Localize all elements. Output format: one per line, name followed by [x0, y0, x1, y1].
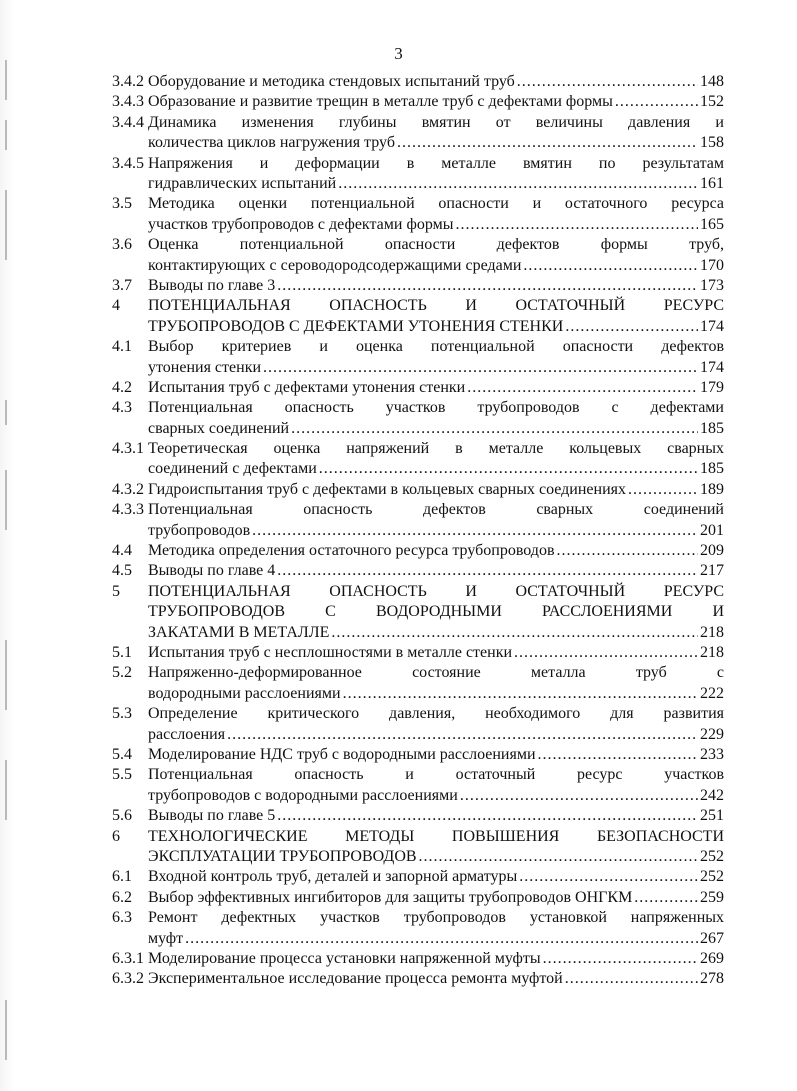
dot-leader — [263, 358, 698, 378]
toc-entry[interactable] — [112, 949, 724, 969]
toc-entry-page: 269 — [700, 949, 724, 967]
toc-entry[interactable] — [112, 827, 724, 868]
dot-leader — [543, 949, 698, 969]
dot-leader — [460, 786, 698, 806]
toc-entry-title: водородными расслоениями — [148, 684, 341, 702]
toc-entry[interactable] — [112, 113, 724, 154]
page-number: 3 — [394, 44, 403, 63]
dot-leader — [634, 888, 698, 908]
toc-entry-title: Выводы по главе 4 — [148, 562, 276, 580]
toc-entry-page: 252 — [700, 868, 724, 886]
toc-entry-page: 217 — [700, 562, 724, 580]
toc-entry-page: 218 — [700, 623, 724, 641]
toc-entry[interactable] — [112, 561, 724, 581]
toc-entry-title: Испытания труб с дефектами утонения стенки — [148, 378, 466, 396]
toc-entry-number: 6.2 — [112, 888, 132, 906]
toc-entry-title: Испытания труб с несплошностями в металле стенки — [148, 644, 513, 662]
toc-entry-title: ПОТЕНЦИАЛЬНАЯ ОПАСНОСТЬ И ОСТАТОЧНЫЙ РЕСУРС — [148, 582, 724, 600]
toc-entry-page: 158 — [700, 134, 724, 152]
toc-entry[interactable] — [112, 643, 724, 663]
dot-leader — [291, 419, 698, 439]
toc-entry-number: 3.4.2 — [112, 73, 144, 90]
toc-entry[interactable] — [112, 663, 724, 704]
toc-entry-title: сварных соединений — [148, 419, 290, 437]
toc-entry[interactable] — [112, 276, 724, 296]
dot-leader — [467, 378, 698, 398]
toc-entry[interactable] — [112, 867, 724, 887]
toc-entry-title: Выводы по главе 3 — [148, 276, 276, 294]
toc-entry-title: Напряженно-деформированное состояние металла труб с — [148, 664, 724, 682]
toc-entry-number: 6.3 — [112, 909, 132, 927]
toc-entry-title: ТРУБОПРОВОДОВ С ДЕФЕКТАМИ УТОНЕНИЯ СТЕНКИ — [148, 317, 564, 335]
toc-entry[interactable] — [112, 908, 724, 949]
toc-entry-number: 5 — [112, 582, 120, 600]
dot-leader — [565, 317, 698, 337]
dot-leader — [615, 92, 698, 112]
toc-entry-page: 278 — [700, 970, 724, 988]
toc-entry-number: 3.4.3 — [112, 93, 144, 111]
toc-entry-number: 6.1 — [112, 868, 132, 886]
toc-entry-title: ПОТЕНЦИАЛЬНАЯ ОПАСНОСТЬ И ОСТАТОЧНЫЙ РЕСУРС — [148, 297, 724, 315]
toc-entry[interactable] — [112, 480, 724, 500]
toc-entry-title: соединений с дефектами — [148, 460, 317, 478]
toc-entry-title: ЗАКАТАМИ В МЕТАЛЛЕ — [148, 623, 330, 641]
toc-entry-title: Выбор критериев и оценка потенциальной опасности дефектов — [148, 338, 724, 356]
toc-entry-number: 4.1 — [112, 338, 132, 356]
toc-entry[interactable] — [112, 378, 724, 398]
toc-entry-page: 251 — [700, 807, 724, 825]
dot-leader — [252, 521, 698, 541]
toc-entry-number: 6.3.1 — [112, 949, 144, 967]
toc-entry-title: утонения стенки — [148, 358, 262, 376]
toc-entry-page: 222 — [700, 684, 724, 702]
dot-leader — [185, 929, 698, 949]
toc-entry-title: Выбор эффективных ингибиторов для защиты трубопроводов ОНГКМ — [148, 888, 633, 906]
dot-leader — [277, 561, 698, 581]
toc-entry-page: 233 — [700, 746, 724, 764]
dot-leader — [277, 806, 698, 826]
toc-entry-page: 259 — [700, 888, 724, 906]
toc-entry-title: Экспериментальное исследование процесса ремонта муфтой — [148, 970, 563, 988]
toc-entry-title: Потенциальная опасность участков трубопроводов с дефектами — [148, 399, 724, 417]
toc-entry-number: 4.5 — [112, 562, 132, 580]
toc-entry-number: 5.2 — [112, 664, 132, 682]
dot-leader — [517, 72, 698, 92]
toc-entry-title: Потенциальная опасность и остаточный ресурс участков — [148, 766, 724, 784]
toc-entry-title: гидравлических испытаний — [148, 174, 337, 192]
toc-entry-title: трубопроводов — [148, 521, 251, 539]
toc-entry-number: 5.1 — [112, 644, 132, 662]
toc-entry[interactable] — [112, 439, 724, 480]
toc-entry-number: 3.7 — [112, 276, 132, 294]
toc-entry-page: 170 — [700, 256, 724, 274]
toc-entry[interactable] — [112, 194, 724, 235]
toc-entry-title: трубопроводов с водородными расслоениями — [148, 786, 458, 804]
toc-entry-number: 3.4.4 — [112, 113, 144, 131]
toc-entry[interactable] — [112, 582, 724, 643]
dot-leader — [397, 133, 698, 153]
dot-leader — [277, 276, 698, 296]
toc-entry-number: 5.3 — [112, 705, 132, 723]
toc-entry-title: Методика оценки потенциальной опасности и остаточного ресурса — [148, 195, 724, 213]
dot-leader — [628, 480, 698, 500]
toc-entry[interactable] — [112, 296, 724, 337]
toc-entry-page: 218 — [700, 644, 724, 662]
toc-entry[interactable] — [112, 154, 724, 195]
toc-entry[interactable] — [112, 745, 724, 765]
dot-leader — [331, 623, 698, 643]
toc-entry-page: 179 — [700, 378, 724, 396]
toc-entry-title: муфт — [148, 929, 184, 947]
toc-entry[interactable] — [112, 398, 724, 439]
toc-entry-title: ТЕХНОЛОГИЧЕСКИЕ МЕТОДЫ ПОВЫШЕНИЯ БЕЗОПАСНОСТИ — [148, 827, 724, 845]
toc-entry-number: 5.6 — [112, 807, 132, 825]
toc-entry-title: Потенциальная опасность дефектов сварных соединений — [148, 501, 724, 519]
toc-entry-title: Напряжения и деформации в металле вмятин по результатам — [148, 154, 724, 172]
toc-entry-page: 229 — [700, 725, 724, 743]
toc-entry-title: ТРУБОПРОВОДОВ С ВОДОРОДНЫМИ РАССЛОЕНИЯМИ И — [148, 603, 724, 621]
toc-entry-title: Гидроиспытания труб с дефектами в кольцевых сварных соединениях — [148, 480, 626, 498]
toc-entry-number: 4.3.1 — [112, 440, 144, 458]
dot-leader — [557, 541, 699, 561]
toc-entry-page: 161 — [700, 174, 724, 192]
toc-entry-title: Выводы по главе 5 — [148, 807, 276, 825]
toc-entry[interactable] — [112, 541, 724, 561]
toc-entry-page: 148 — [700, 73, 724, 90]
toc-entry-number: 3.5 — [112, 195, 132, 213]
toc-entry-page: 201 — [700, 521, 724, 539]
dot-leader — [523, 256, 698, 276]
dot-leader — [319, 459, 698, 479]
toc-entry[interactable] — [112, 500, 724, 541]
toc-entry-number: 5.5 — [112, 766, 132, 784]
dot-leader — [519, 867, 698, 887]
table-of-contents — [112, 72, 724, 990]
toc-entry-number: 3.4.5 — [112, 154, 144, 172]
toc-entry-page: 174 — [700, 358, 724, 376]
toc-entry-number: 4.2 — [112, 378, 132, 396]
toc-entry-title: Теоретическая оценка напряжений в металле кольцевых сварных — [148, 440, 724, 458]
toc-entry-title: Методика определения остаточного ресурса трубопроводов — [148, 542, 555, 560]
toc-entry-page: 174 — [700, 317, 724, 335]
toc-entry-title: Образование и развитие трещин в металле труб с дефектами формы — [148, 93, 613, 111]
dot-leader — [343, 684, 698, 704]
dot-leader — [227, 725, 698, 745]
toc-entry-title: расслоения — [148, 725, 226, 743]
toc-entry[interactable] — [112, 969, 724, 989]
toc-entry-page: 185 — [700, 460, 724, 478]
toc-entry-title: ЭКСПЛУАТАЦИИ ТРУБОПРОВОДОВ — [148, 848, 417, 865]
toc-entry-number: 4.3.2 — [112, 480, 144, 498]
toc-entry-title: количества циклов нагружения труб — [148, 134, 395, 152]
toc-entry-page: 209 — [700, 542, 724, 560]
toc-entry-title: Моделирование НДС труб с водородными расслоениями — [148, 746, 536, 764]
toc-entry-title: Оценка потенциальной опасности дефектов формы труб, — [148, 236, 724, 254]
scan-edge — [0, 0, 14, 1091]
toc-entry-title: Определение критического давления, необходимого для развития — [148, 705, 724, 723]
toc-entry-page: 152 — [700, 93, 724, 111]
toc-entry-page: 267 — [700, 929, 724, 947]
toc-entry-title: Оборудование и методика стендовых испытаний труб — [148, 73, 515, 90]
toc-entry-number: 4.3.3 — [112, 501, 144, 519]
toc-entry[interactable] — [112, 337, 724, 378]
dot-leader — [514, 643, 698, 663]
toc-entry-page: 189 — [700, 480, 724, 498]
dot-leader — [538, 745, 698, 765]
toc-entry-page: 252 — [700, 848, 724, 865]
toc-entry-number: 6 — [112, 827, 120, 845]
toc-entry-number: 6.3.2 — [112, 970, 144, 988]
dot-leader — [565, 969, 698, 989]
toc-entry-number: 4.4 — [112, 542, 132, 560]
toc-entry-title: Динамика изменения глубины вмятин от величины давления и — [148, 113, 724, 131]
toc-entry-title: участков трубопроводов с дефектами формы — [148, 215, 454, 233]
toc-entry-title: контактирующих с сероводородсодержащими средами — [148, 256, 522, 274]
toc-entry[interactable] — [112, 92, 724, 112]
toc-entry-page: 242 — [700, 786, 724, 804]
toc-entry[interactable] — [112, 235, 724, 276]
dot-leader — [338, 174, 698, 194]
toc-entry-title: Входной контроль труб, деталей и запорной арматуры — [148, 868, 518, 886]
dot-leader — [455, 215, 698, 235]
toc-entry[interactable] — [112, 72, 724, 92]
toc-entry-number: 4.3 — [112, 399, 132, 417]
toc-entry-number: 3.6 — [112, 236, 132, 254]
toc-entry[interactable] — [112, 704, 724, 745]
dot-leader — [419, 847, 698, 867]
toc-entry-page: 165 — [700, 215, 724, 233]
toc-entry-title: Ремонт дефектных участков трубопроводов установкой напряженных — [148, 909, 724, 927]
toc-entry-title: Моделирование процесса установки напряженной муфты — [148, 949, 541, 967]
toc-entry[interactable] — [112, 765, 724, 806]
toc-entry[interactable] — [112, 806, 724, 826]
toc-entry-number: 4 — [112, 297, 120, 315]
toc-entry[interactable] — [112, 888, 724, 908]
toc-entry-number: 5.4 — [112, 746, 132, 764]
toc-entry-page: 185 — [700, 419, 724, 437]
toc-entry-page: 173 — [700, 276, 724, 294]
